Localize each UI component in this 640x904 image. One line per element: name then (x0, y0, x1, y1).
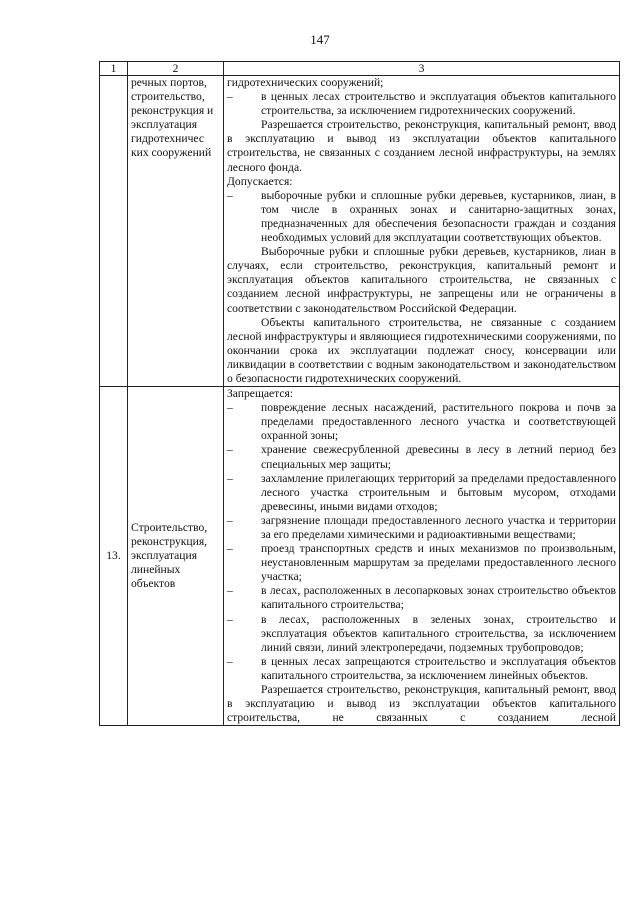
list-item (227, 655, 616, 683)
dash-bullet: – (227, 401, 233, 415)
page-number: 147 (310, 32, 330, 47)
paragraph: Выборочные рубки и сплошные рубки деревьев, кустарников, лиан в случаях, если строительство, реконструкция, капитальный ремонт и эксплуатация объектов капитального строительства, не связанных с созданием лесной инфраструктуры, не запрещены или не ограничены в соответствии с законодательством Российской Федерации. (227, 245, 616, 315)
row-number (100, 76, 128, 387)
list-item-text: в лесах, расположенных в лесопарковых зонах строительство объектов капитального строительства; (261, 584, 616, 612)
dash-bullet: – (227, 542, 233, 556)
list-item (227, 613, 616, 655)
list-item-text: хранение свежесрубленной древесины в лесу в летний период без специальных мер защиты; (261, 443, 616, 471)
table-row (100, 387, 620, 726)
list-item (227, 401, 616, 443)
list-item (227, 584, 616, 612)
text-line: Запрещается: (227, 387, 294, 401)
activity-rules (224, 76, 620, 387)
dash-bullet: – (227, 584, 233, 598)
dash-bullet: – (227, 471, 233, 485)
dash-bullet: – (227, 654, 233, 668)
list-item (227, 472, 616, 514)
paragraph: Разрешается строительство, реконструкция, капитальный ремонт, ввод в эксплуатацию и вывод из эксплуатации объектов капитального строительства, не связанных с созданием лесной (227, 683, 616, 725)
row-number: 13. (100, 387, 128, 726)
list-item (227, 90, 616, 118)
dash-bullet: – (227, 612, 233, 626)
header-col-1: 1 (100, 62, 128, 76)
dash-bullet: – (227, 513, 233, 527)
list-item-text: в лесах, расположенных в зеленых зонах, строительство и эксплуатация объектов капитального строительства, за исключением линий связи, линий электропередачи, подземных трубопроводов; (261, 612, 616, 654)
header-col-3: 3 (224, 62, 620, 76)
list-item (227, 514, 616, 542)
paragraph: Разрешается строительство, реконструкция, капитальный ремонт, ввод в эксплуатацию и вывод из эксплуатации объектов капитального строительства, не связанных с созданием лесной инфраструктуры, на землях лесного фонда. (227, 118, 616, 174)
list-item (227, 189, 616, 245)
regulation-table (99, 61, 620, 726)
list-item-text: выборочные рубки и сплошные рубки деревьев, кустарников, лиан, в том числе в охранных зонах и санитарно-защитных зонах, предназначенных для обеспечения безопасности граждан и создания необходимых условий для эксплуатации соответствующих объектов. (261, 188, 616, 245)
text-line: гидротехнических сооружений; (227, 76, 384, 89)
dash-bullet: – (227, 90, 233, 104)
list-item-text: в ценных лесах запрещаются строительство и эксплуатация объектов капитального строительства, за исключением линейных объектов. (261, 654, 616, 682)
activity-name: Строительство, реконструкция, эксплуатация линейных объектов (128, 387, 224, 726)
dash-bullet: – (227, 443, 233, 457)
activity-name: речных портов, строительство, реконструкция и эксплуатация гидротехничес ких сооружений (128, 76, 224, 387)
list-item (227, 542, 616, 584)
list-item-text: в ценных лесах строительство и эксплуатация объектов капитального строительства, за исключением гидротехнических сооружений. (261, 90, 616, 118)
list-item-text: захламление прилегающих территорий за пределами предоставленного лесного участка строительным и бытовым мусором, отходами древесины, иными видами отходов; (261, 471, 616, 513)
activity-rules (224, 387, 620, 726)
list-item (227, 443, 616, 471)
table-header-row (100, 62, 620, 76)
dash-bullet: – (227, 188, 233, 202)
list-item-text: повреждение лесных насаждений, растительного покрова и почв за пределами предоставленного лесного участка и соответствующей охранной зоны; (261, 401, 616, 443)
text-line: Допускается: (227, 174, 293, 188)
list-item-text: проезд транспортных средств и иных механизмов по произвольным, неустановленным маршрутам за пределами предоставленного лесного участка; (261, 542, 616, 584)
table-row (100, 76, 620, 387)
header-col-2: 2 (128, 62, 224, 76)
paragraph: Объекты капитального строительства, не связанные с созданием лесной инфраструктуры и являющиеся гидротехническими сооружениями, по окончании срока их эксплуатации подлежат сносу, консервации или ликвидации в соответствии с водным законодательством и законодательством о безопасности гидротехнических сооружений. (227, 315, 616, 385)
list-item-text: загрязнение площади предоставленного лесного участка и территории за его пределами химическими и радиоактивными веществами; (261, 513, 616, 541)
